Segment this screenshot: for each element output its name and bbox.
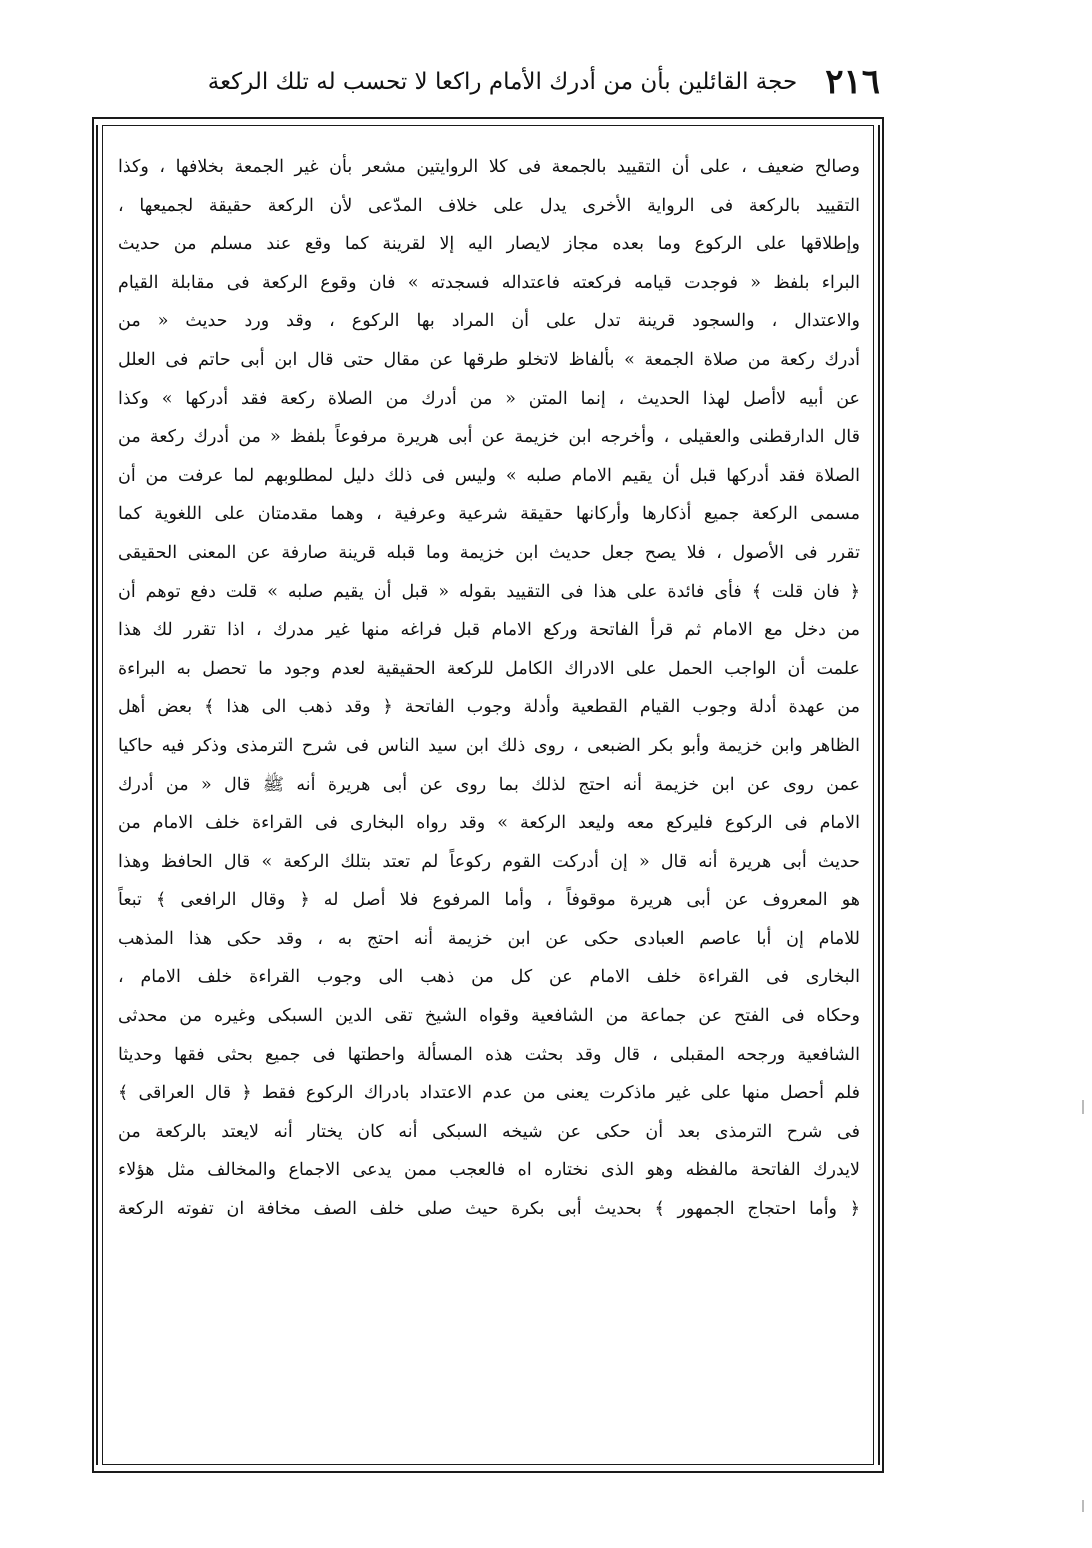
page-number: ٢١٦ <box>825 62 880 102</box>
text-line: هو المعروف عن أبى هريرة موقوفاً ، وأما المرفوع فلا أصل له ﴿ وقال الرافعى ﴾ تبعاً <box>118 890 860 911</box>
text-line: قال الدارقطنى والعقيلى ، وأخرجه ابن خزيمة عن أبى هريرة مرفوعاً بلفظ « من أدرك ركعة من <box>118 427 860 448</box>
scan-mark <box>1082 1100 1084 1114</box>
text-line: البراء بلفظ « فوجدت قيامه فركعته فاعتداله فسجدته » فان وقوع الركعة فى مقابلة القيام <box>118 272 860 293</box>
text-line: مسمى الركعة جميع أذكارها وأركانها حقيقة شرعية وعرفية ، وهما مقدمتان على اللغوية كما <box>118 504 860 525</box>
text-line: من عهدة أدلة وجوب القيام القطعية وأدلة وجوب الفاتحة ﴿ وقد ذهب الى هذا ﴾ بعض أهل <box>118 697 860 718</box>
text-line: الشافعية ورجحه المقبلى ، قال وقد بحثت هذه المسألة واحطتها فى جميع بحثى فقها وحديثا <box>118 1044 860 1065</box>
text-line: الصلاة فقد أدركها قبل أن يقيم الامام صلبه » وليس فى ذلك دليل لمطلوبهم لما عرفت من أن <box>118 465 860 486</box>
text-line: عن أبيه لاأصل لهذا الحديث ، إنما المتن « من أدرك من الصلاة ركعة فقد أدركها » وكذا <box>118 388 860 409</box>
text-line: وإطلاقها على الركوع وما بعده مجاز لايصار اليه إلا لقرينة كما وقع عند مسلم من حديث <box>118 234 860 255</box>
text-line: البخارى فى القراءة خلف الامام عن كل من ذهب الى وجوب القراءة خلف الامام ، <box>118 967 860 988</box>
frame-rule-left <box>96 125 98 1465</box>
text-line: عمن روى عن ابن خزيمة أنه احتج لذلك بما روى عن أبى هريرة أنه ﷺ قال « من أدرك <box>118 774 860 795</box>
text-line: الامام فى الركوع فليركع معه وليعد الركعة » وقد رواه البخارى فى القراءة خلف الامام من <box>118 813 860 834</box>
text-line: فلم أحصل منها على غير ماذكرت يعنى من عدم الاعتداد بادراك الركوع فقط ﴿ قال العراقى ﴾ <box>118 1083 860 1104</box>
text-line: علمت أن الواجب الحمل على الادراك الكامل للركعة الحقيقية لعدم وجود ما تحصل به البراءة <box>118 658 860 679</box>
text-line: فى شرح الترمذى بعد أن حكى عن شيخه السبكى أنه كان يختار أنه لايعتد بالركعة من <box>118 1121 860 1142</box>
page-header <box>140 58 880 106</box>
text-line: من دخل مع الامام ثم قرأ الفاتحة وركع الامام قبل فراغه منها غير مدرك ، اذا تقرر لك هذا <box>118 620 860 641</box>
text-line: تقرر فى الأصول ، فلا يصح جعل حديث ابن خزيمة وما قبله قرينة صارفة عن المعنى الحقيقى <box>118 542 860 563</box>
text-line: والاعتدال ، والسجود قرينة تدل على أن المراد بها الركوع ، وقد ورد حديث « من <box>118 311 860 332</box>
text-line: ﴿ فان قلت ﴾ فأى فائدة على هذا فى التقييد بقوله « قبل أن يقيم صلبه » قلت دفع توهم أن <box>118 581 860 602</box>
text-line: حديث أبى هريرة أنه قال « إن أدركت القوم ركوعاً لم تعتد بتلك الركعة » قال الحافظ وهذا <box>118 851 860 872</box>
text-line: وصالح ضعيف ، على أن التقييد بالجمعة فى كلا الروايتين مشعر بأن غير الجمعة بخلافها ، وكذا <box>118 157 860 177</box>
text-line: التقييد بالركعة فى الرواية الأخرى يدل على خلاف المدّعى لأن الركعة حقيقة لجميعها ، <box>118 195 860 216</box>
text-line: ﴿ وأما احتجاج الجمهور ﴾ بحديث أبى بكرة حيث صلى خلف الصف مخافة ان تفوته الركعة <box>118 1199 860 1220</box>
text-line: لايدرك الفاتحة مالفظه وهو الذى نختاره اه فالعجب ممن يدعى الاجماع والمخالف مثل هؤلاء <box>118 1160 860 1181</box>
text-line: وحكاه فى الفتح عن جماعة من الشافعية وقواه الشيخ تقى الدين السبكى وغيره من محدثى <box>118 1006 860 1027</box>
running-title: حجة القائلين بأن من أدرك الأمام راكعا لا تحسب له تلك الركعة <box>207 69 798 95</box>
text-line: أدرك ركعة من صلاة الجمعة » بألفاظ لاتخلو طرقها عن مقال حتى قال ابن أبى حاتم فى العلل <box>118 349 860 370</box>
body-text <box>118 148 860 1229</box>
text-line: الظاهر وابن خزيمة وأبو بكر الضبعى ، روى ذلك ابن سيد الناس فى شرح الترمذى وذكر فيه حاكيا <box>118 735 860 756</box>
frame-rule-right <box>878 125 880 1465</box>
text-line: للامام إن أبا عاصم العبادى حكى عن ابن خزيمة أنه احتج به ، وقد حكى هذا المذهب <box>118 928 860 949</box>
scan-mark <box>1082 1500 1084 1512</box>
